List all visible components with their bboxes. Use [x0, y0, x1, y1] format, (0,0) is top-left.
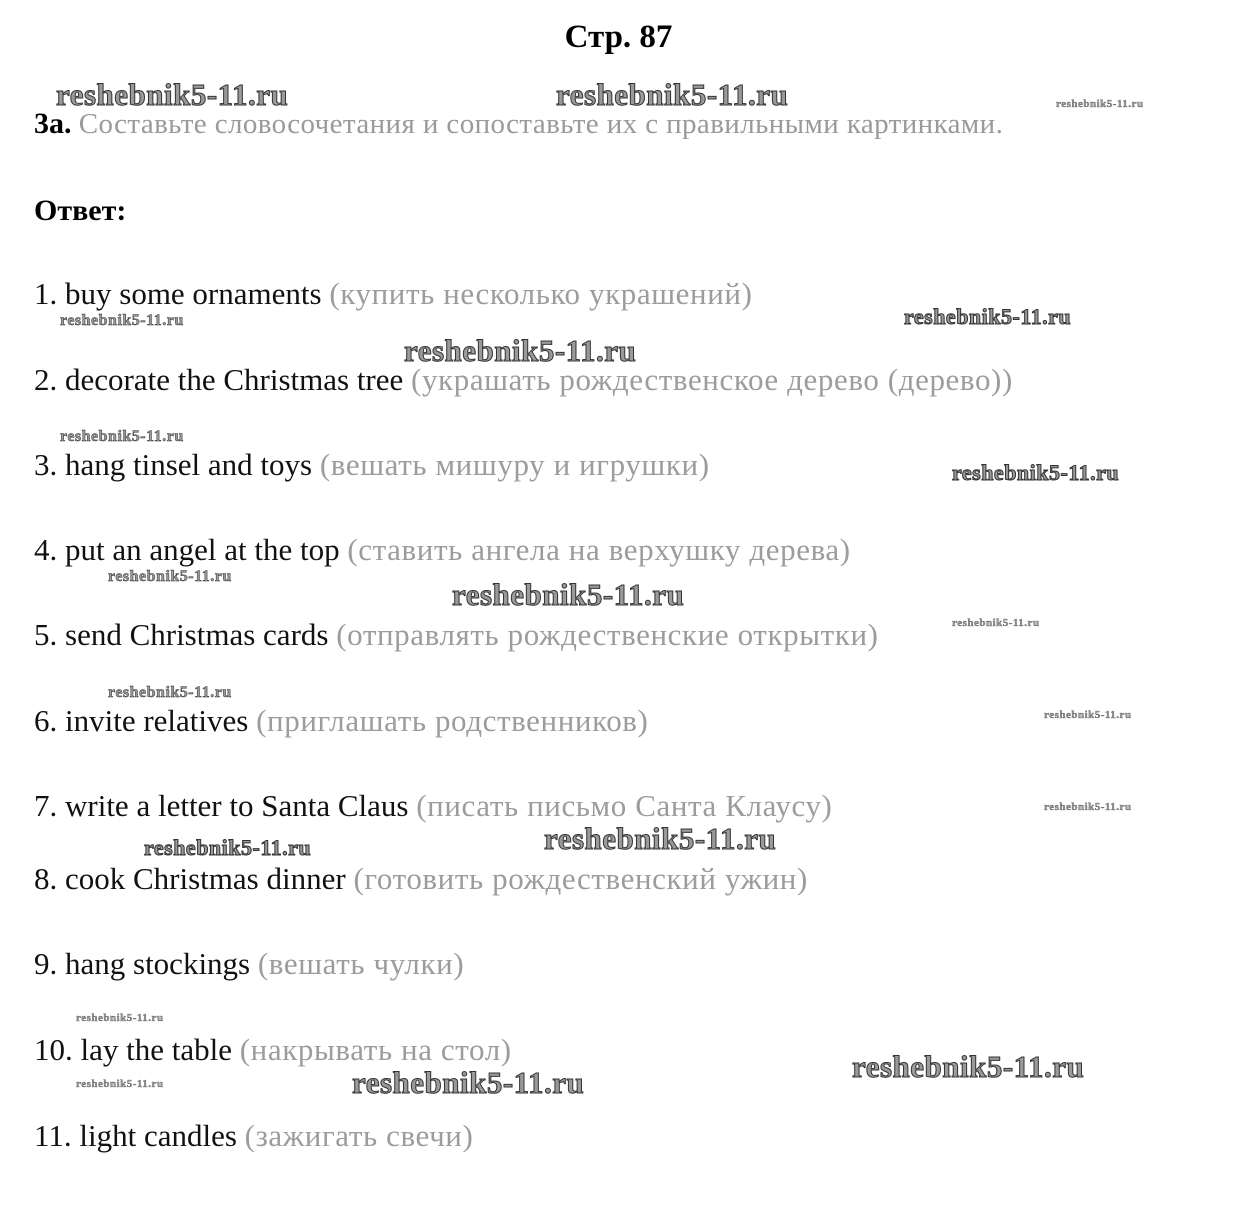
watermark: reshebnik5-11.ru [1056, 98, 1144, 110]
answer-item [34, 860, 808, 898]
watermark: reshebnik5-11.ru [404, 333, 637, 368]
answer-translation: (украшать рождественское дерево (дерево)) [411, 362, 1013, 397]
watermark: reshebnik5-11.ru [852, 1049, 1085, 1084]
answer-translation: (вешать чулки) [257, 946, 465, 981]
answer-english: 10. lay the table [34, 1032, 232, 1067]
answer-english: 6. invite relatives [34, 703, 249, 738]
watermark: reshebnik5-11.ru [76, 1078, 164, 1090]
answer-english: 1. buy some ornaments [34, 276, 322, 311]
answer-item [34, 702, 648, 740]
answer-item [34, 531, 851, 569]
watermark: reshebnik5-11.ru [60, 312, 184, 329]
watermark: reshebnik5-11.ru [352, 1065, 585, 1100]
watermark: reshebnik5-11.ru [452, 577, 685, 612]
answer-translation: (готовить рождественский ужин) [353, 861, 808, 896]
answer-item [34, 1117, 473, 1155]
answer-item [34, 616, 879, 654]
watermark: reshebnik5-11.ru [1044, 709, 1132, 721]
answer-translation: (купить несколько украшений) [329, 276, 753, 311]
answer-translation: (приглашать родственников) [256, 703, 649, 738]
answer-english: 2. decorate the Christmas tree [34, 362, 404, 397]
answer-english: 8. cook Christmas dinner [34, 861, 346, 896]
watermark: reshebnik5-11.ru [952, 617, 1040, 629]
watermark: reshebnik5-11.ru [544, 821, 777, 856]
answer-item [34, 275, 753, 313]
watermark: reshebnik5-11.ru [904, 304, 1072, 329]
watermark: reshebnik5-11.ru [952, 460, 1120, 485]
answer-english: 9. hang stockings [34, 946, 251, 981]
task-text: Составьте словосочетания и сопоставьте их с правильными картинками. [78, 108, 1004, 140]
watermark: reshebnik5-11.ru [60, 428, 184, 445]
watermark: reshebnik5-11.ru [76, 1012, 164, 1024]
answer-label: Ответ: [34, 194, 127, 227]
watermark: reshebnik5-11.ru [1044, 801, 1132, 813]
answer-english: 5. send Christmas cards [34, 617, 329, 652]
answer-item [34, 945, 464, 983]
answer-translation: (ставить ангела на верхушку дерева) [347, 532, 851, 567]
task-number: 3a. [34, 107, 72, 140]
answer-translation: (вешать мишуру и игрушки) [319, 447, 710, 482]
answer-item [34, 787, 832, 825]
answer-item [34, 1031, 512, 1069]
watermark: reshebnik5-11.ru [144, 835, 312, 860]
watermark: reshebnik5-11.ru [556, 77, 789, 112]
watermark: reshebnik5-11.ru [108, 684, 232, 701]
page-title: Стр. 87 [564, 19, 673, 55]
answer-translation: (накрывать на стол) [239, 1032, 512, 1067]
answer-translation: (зажигать свечи) [244, 1118, 474, 1153]
answer-english: 11. light candles [34, 1118, 237, 1153]
answer-english: 7. write a letter to Santa Claus [34, 788, 409, 823]
answer-english: 4. put an angel at the top [34, 532, 340, 567]
answer-item [34, 446, 710, 484]
answer-translation: (писать письмо Санта Клаусу) [416, 788, 833, 823]
answer-english: 3. hang tinsel and toys [34, 447, 313, 482]
watermark: reshebnik5-11.ru [108, 568, 232, 585]
answer-translation: (отправлять рождественские открытки) [336, 617, 879, 652]
watermark: reshebnik5-11.ru [56, 77, 289, 112]
